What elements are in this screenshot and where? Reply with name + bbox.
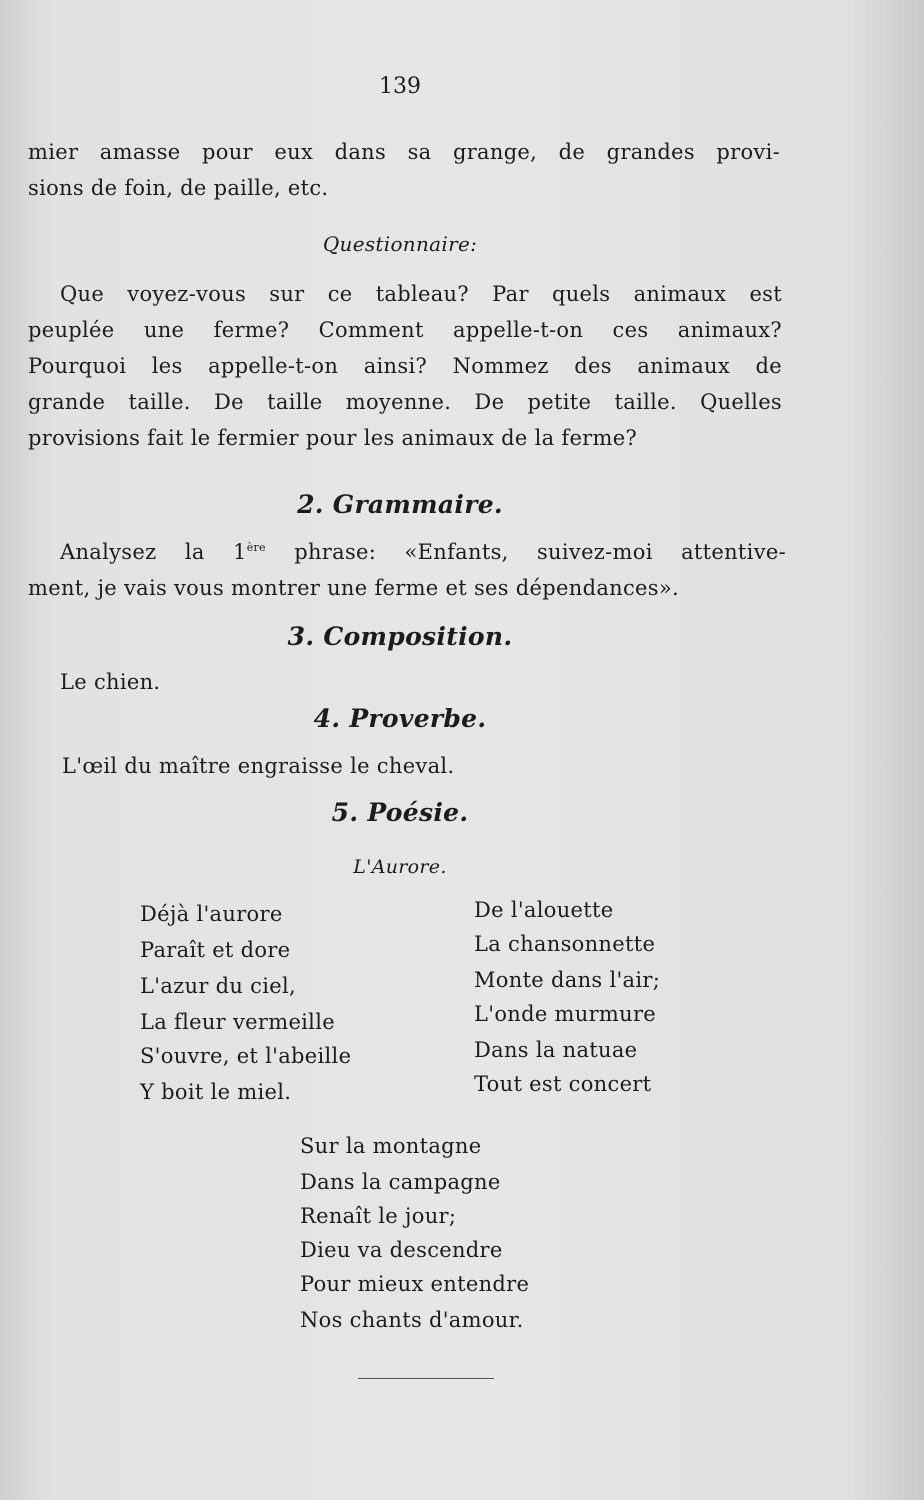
poem-final-line: Nos chants d'amour. bbox=[300, 1308, 524, 1332]
grammaire-ordinal: ère bbox=[246, 541, 266, 554]
poem-left-line: L'azur du ciel, bbox=[140, 974, 296, 998]
questionnaire-line: Que voyez-vous sur ce tableau? Par quels animaux est bbox=[60, 282, 782, 306]
poem-left-line: Paraît et dore bbox=[140, 938, 291, 962]
page-number: 139 bbox=[379, 74, 421, 99]
poesie-heading: 5. Poésie. bbox=[331, 798, 469, 827]
proverbe-text: L'œil du maître engraisse le cheval. bbox=[62, 754, 455, 778]
grammaire-heading: 2. Grammaire. bbox=[297, 490, 503, 519]
intro-line-2: sions de foin, de paille, etc. bbox=[28, 176, 329, 200]
questionnaire-line: Pourquoi les appelle-t-on ainsi? Nommez des animaux de bbox=[28, 354, 782, 378]
poem-right-line: Monte dans l'air; bbox=[474, 968, 661, 992]
grammaire-line-1-end: phrase: «Enfants, suivez-moi attentive- bbox=[265, 540, 786, 564]
composition-text: Le chien. bbox=[60, 670, 161, 694]
poem-right-line: Dans la natuae bbox=[474, 1038, 638, 1062]
poem-right-line: La chansonnette bbox=[474, 932, 656, 956]
poem-left-line: Y boit le miel. bbox=[140, 1080, 292, 1104]
poem-final-line: Dans la campagne bbox=[300, 1170, 501, 1194]
poem-right-line: Tout est concert bbox=[474, 1072, 652, 1096]
questionnaire-line: peuplée une ferme? Comment appelle-t-on ces animaux? bbox=[28, 318, 782, 342]
poem-right-line: De l'alouette bbox=[474, 898, 614, 922]
poem-final-line: Dieu va descendre bbox=[300, 1238, 503, 1262]
questionnaire-line: grande taille. De taille moyenne. De petite taille. Quelles bbox=[28, 390, 782, 414]
questionnaire-line: provisions fait le fermier pour les animaux de la ferme? bbox=[28, 426, 638, 450]
end-rule bbox=[358, 1378, 494, 1379]
poem-right-line: L'onde murmure bbox=[474, 1002, 657, 1026]
poem-title: L'Aurore. bbox=[353, 856, 447, 878]
grammaire-line-1 bbox=[60, 540, 786, 564]
composition-heading: 3. Composition. bbox=[287, 622, 513, 651]
questionnaire-title: Questionnaire: bbox=[322, 232, 478, 256]
intro-line-1: mier amasse pour eux dans sa grange, de grandes provi- bbox=[28, 140, 780, 164]
poem-left-line: S'ouvre, et l'abeille bbox=[140, 1044, 352, 1068]
proverbe-heading: 4. Proverbe. bbox=[313, 704, 487, 733]
poem-final-line: Renaît le jour; bbox=[300, 1204, 457, 1228]
poem-final-line: Sur la montagne bbox=[300, 1134, 482, 1158]
grammaire-line-1-start: Analysez la 1 bbox=[60, 540, 247, 564]
poem-left-line: La fleur vermeille bbox=[140, 1010, 335, 1034]
grammaire-line-2: ment, je vais vous montrer une ferme et ses dépendances». bbox=[28, 576, 679, 600]
poem-left-line: Déjà l'aurore bbox=[140, 902, 283, 926]
poem-final-line: Pour mieux entendre bbox=[300, 1272, 530, 1296]
